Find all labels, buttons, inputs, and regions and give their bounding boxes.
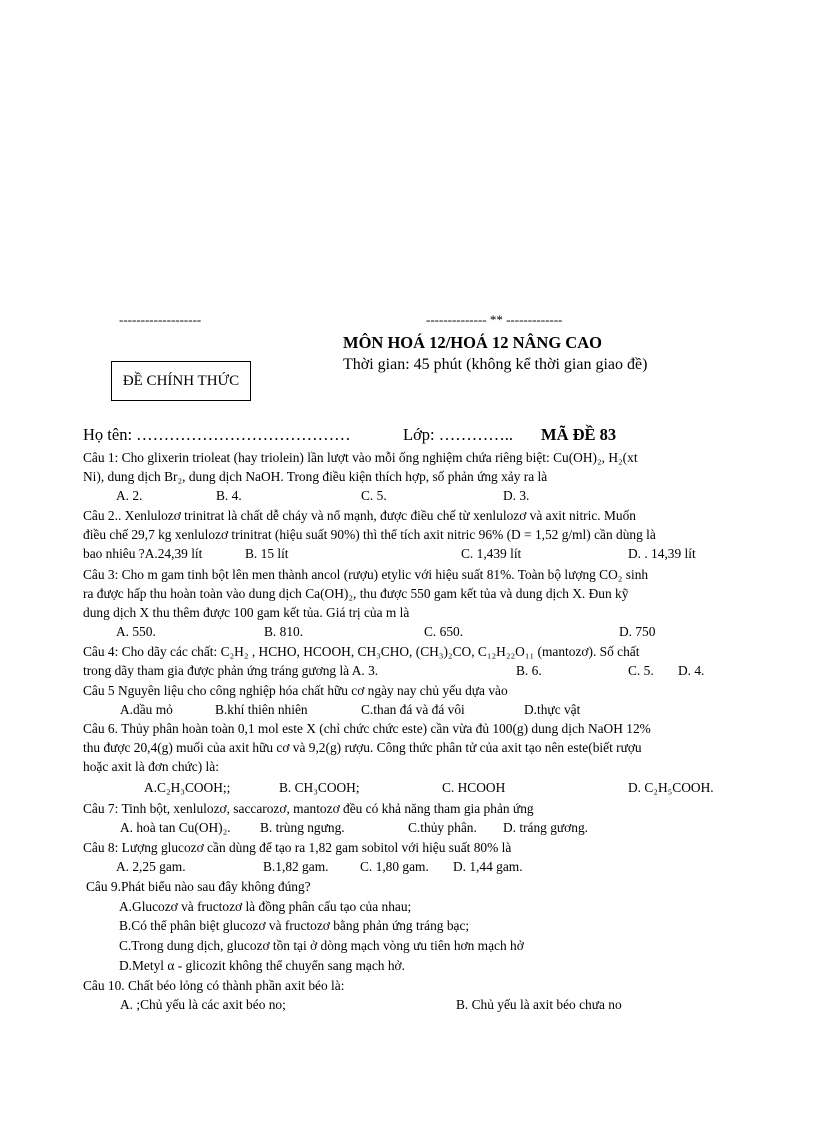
student-name-label: Họ tên: …………………………………: [83, 425, 351, 444]
left-rule: -------------------: [119, 312, 202, 327]
q1-option-d: D. 3.: [503, 488, 530, 503]
q7-option-d: D. tráng gương.: [503, 820, 588, 835]
q1-option-a: A. 2.: [116, 488, 143, 503]
q4-option-a: trong dãy tham gia được phản ứng tráng gương là A. 3.: [83, 663, 379, 678]
q1-option-c: C. 5.: [361, 488, 387, 503]
q1-option-b: B. 4.: [216, 488, 242, 503]
exam-code: MÃ ĐỀ 83: [541, 425, 617, 444]
q7-option-b: B. trùng ngưng.: [260, 820, 345, 835]
q10-option-a: A. ;Chủ yếu là các axit béo no;: [120, 997, 286, 1012]
q9-option-c: C.Trong dung dịch, glucozơ tồn tại ở dòng mạch vòng ưu tiên hơn mạch hở: [119, 938, 524, 953]
q6-option-a: A.C₂H₃COOH;;: [144, 780, 231, 795]
q6-option-d: D. C₂H₅COOH.: [628, 780, 714, 795]
q10-line1: Câu 10. Chất béo lỏng có thành phần axit béo là:: [83, 978, 345, 993]
q7-line1: Câu 7: Tinh bột, xenlulozơ, saccarozơ, mantozơ đều có khả năng tham gia phản ứng: [83, 801, 534, 816]
q1-line2: Ni), dung dịch Br₂, dung dịch NaOH. Trong điều kiện thích hợp, số phản ứng xảy ra là: [83, 469, 548, 484]
q3-line3: dung dịch X thu thêm được 100 gam kết tủa. Giá trị của m là: [83, 605, 410, 620]
q9-option-d: D.Metyl α - glicozit không thể chuyển sang mạch hở.: [119, 958, 405, 973]
q8-option-d: D. 1,44 gam.: [453, 859, 523, 874]
q5-line1: Câu 5 Nguyên liệu cho công nghiệp hóa chất hữu cơ ngày nay chủ yếu dựa vào: [83, 683, 508, 698]
center-rule: -------------- ** -------------: [426, 312, 563, 327]
student-class-label: Lớp: …………..: [403, 425, 514, 444]
q9-option-b: B.Có thể phân biệt glucozơ và fructozơ bằng phản ứng tráng bạc;: [119, 918, 470, 933]
exam-time: Thời gian: 45 phút (không kể thời gian giao đề): [343, 356, 648, 373]
q4-line1: Câu 4: Cho dãy các chất: C₂H₂ , HCHO, HCOOH, CH₃CHO, (CH₃)₂CO, C₁₂H₂₂O₁₁ (mantozơ). Số chất: [83, 644, 640, 659]
q9-line1: Câu 9.Phát biểu nào sau đây không đúng?: [86, 879, 311, 894]
q2-option-b: B. 15 lít: [245, 546, 289, 561]
q3-line1: Câu 3: Cho m gam tinh bột lên men thành ancol (rượu) etylic với hiệu suất 81%. Toàn bộ lượng CO₂ sinh: [83, 567, 649, 582]
q6-line1: Câu 6. Thủy phân hoàn toàn 0,1 mol este X (chỉ chức chức este) cần vừa đủ 100(g) dung dịch NaOH 12%: [83, 721, 651, 736]
q10-option-b: B. Chủ yếu là axit béo chưa no: [456, 997, 622, 1012]
subject-title: MÔN HOÁ 12/HOÁ 12 NÂNG CAO: [343, 333, 602, 352]
q2-line2: điều chế 29,7 kg xenlulozơ trinitrat (hiệu suất 90%) thì thể tích axit nitric 96% (D = 1,52 g/ml) cần dùng là: [83, 527, 656, 542]
q5-option-c: C.than đá và đá vôi: [361, 702, 465, 717]
q2-option-c: C. 1,439 lít: [461, 546, 522, 561]
official-label: ĐỀ CHÍNH THỨC: [122, 372, 240, 389]
q6-line3: hoặc axit là đơn chức) là:: [83, 759, 219, 774]
q8-option-a: A. 2,25 gam.: [116, 859, 186, 874]
q2-option-d: D. . 14,39 lít: [628, 546, 696, 561]
q3-option-c: C. 650.: [424, 624, 464, 639]
q6-option-b: B. CH₃COOH;: [279, 780, 360, 795]
q4-option-b: B. 6.: [516, 663, 542, 678]
q8-option-b: B.1,82 gam.: [263, 859, 329, 874]
q4-option-c: C. 5.: [628, 663, 654, 678]
q9-option-a: A.Glucozơ và fructozơ là đồng phân cấu tạo của nhau;: [119, 899, 412, 914]
q7-option-a: A. hoà tan Cu(OH)₂.: [120, 820, 231, 835]
q1-line1: Câu 1: Cho glixerin trioleat (hay triolein) lần lượt vào mỗi ống nghiệm chứa riêng biệt: Cu(OH)₂, H₂(xt: [83, 450, 638, 465]
q4-option-d: D. 4.: [678, 663, 705, 678]
q6-option-c: C. HCOOH: [442, 780, 506, 795]
q3-line2: ra được hấp thu hoàn toàn vào dung dịch Ca(OH)₂, thu được 550 gam kết tủa và dung dịch X. Đun kỹ: [83, 586, 629, 601]
q3-option-b: B. 810.: [264, 624, 304, 639]
q5-option-b: B.khí thiên nhiên: [215, 702, 308, 717]
q8-option-c: C. 1,80 gam.: [360, 859, 429, 874]
q8-line1: Câu 8: Lượng glucozơ cần dùng để tạo ra 1,82 gam sobitol với hiệu suất 80% là: [83, 840, 512, 855]
q3-option-d: D. 750: [619, 624, 656, 639]
q7-option-c: C.thủy phân.: [408, 820, 477, 835]
q6-line2: thu được 20,4(g) muối của axit hữu cơ và 9,2(g) rượu. Công thức phân tử của axit tạo nên este(biết rượu: [83, 740, 642, 755]
q3-option-a: A. 550.: [116, 624, 156, 639]
official-exam-box: [111, 361, 251, 401]
q5-option-d: D.thực vật: [524, 702, 581, 717]
q2-line1: Câu 2.. Xenlulozơ trinitrat là chất dễ cháy và nổ mạnh, được điều chế từ xenlulozơ và axit nitric. Muốn: [83, 508, 636, 523]
q5-option-a: A.dầu mỏ: [120, 702, 173, 717]
q2-option-a: bao nhiêu ?A.24,39 lít: [83, 546, 203, 561]
